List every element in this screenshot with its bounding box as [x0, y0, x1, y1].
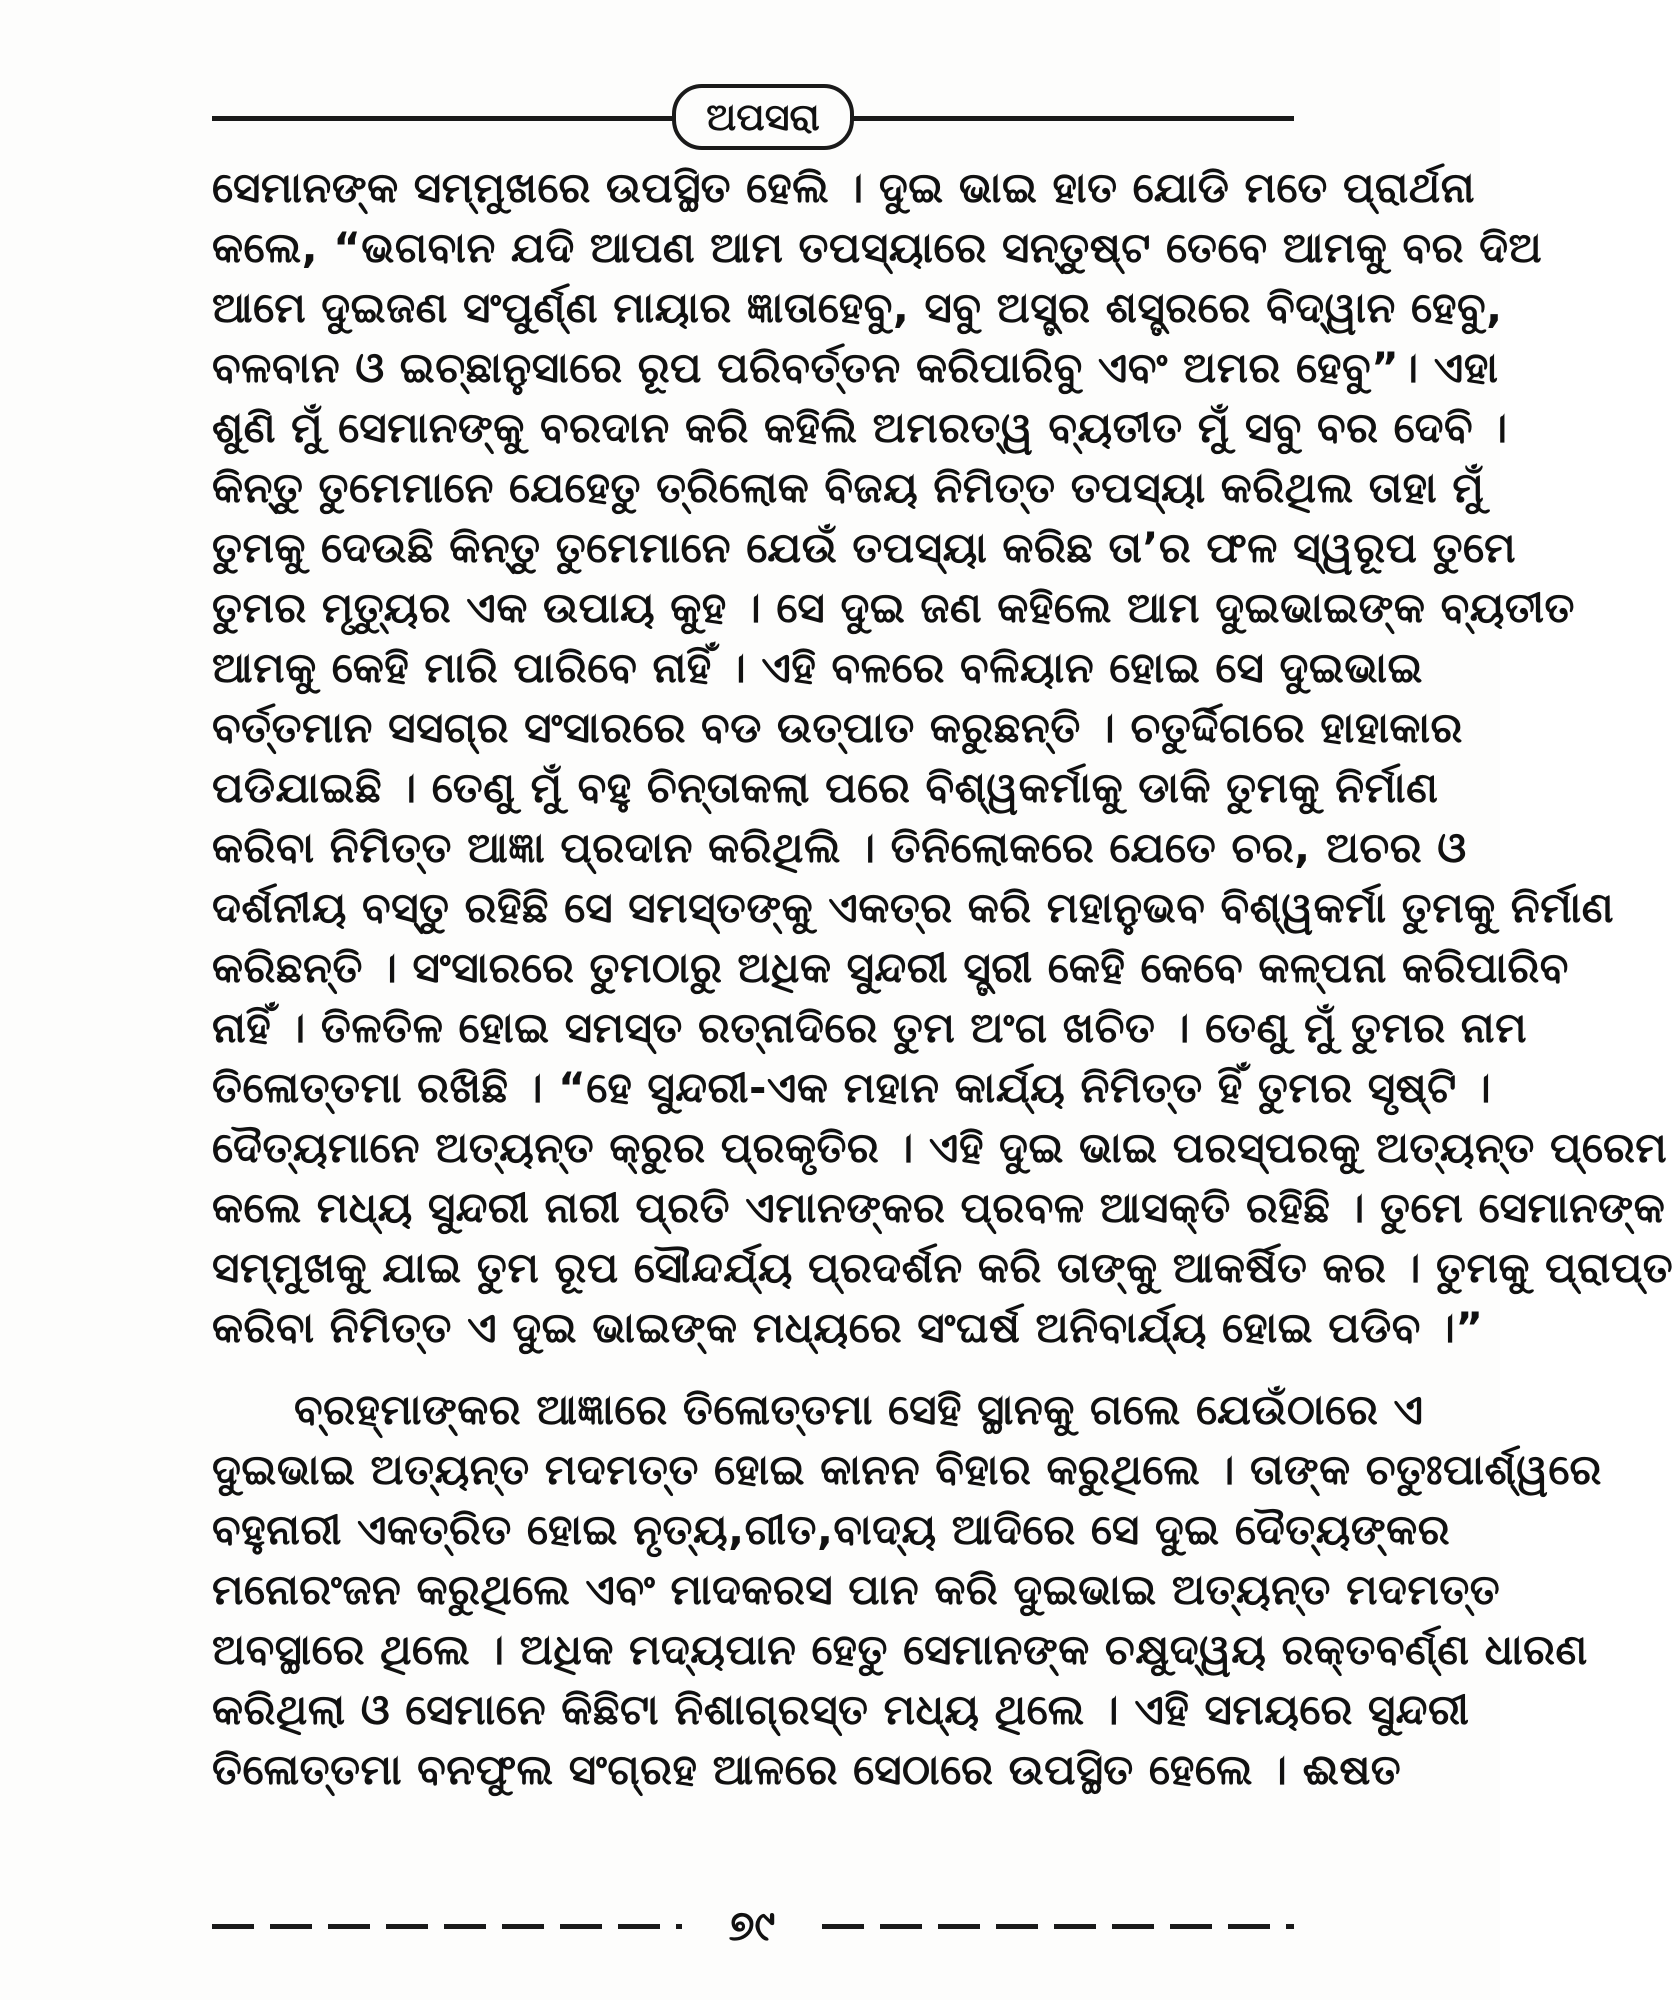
paragraph-2 [212, 1380, 1602, 1800]
text-line: ସମ୍ମୁଖକୁ ଯାଇ ତୁମ ରୂପ ସୌନ୍ଦର୍ଯ୍ୟ ପ୍ରଦର୍ଶନ କରି ତାଙ୍କୁ ଆକର୍ଷିତ କର । ତୁମକୁ ପ୍ରାପ୍ତ [212, 1243, 1673, 1292]
running-header [212, 72, 1294, 142]
text-line: ଆମେ ଦୁଇଜଣ ସଂପୁର୍ଣ୍ଣ ମାୟାର ଜ୍ଞାତାହେବୁ, ସବୁ ଅସ୍ତ୍ର ଶସ୍ତ୍ରରେ ବିଦ୍ୱାନ ହେବୁ, [212, 283, 1503, 332]
text-line: ପଡିଯାଇଛି । ତେଣୁ ମୁଁ ବହୁ ଚିନ୍ତାକଲା ପରେ ବିଶ୍ୱକର୍ମାକୁ ଡାକି ତୁମକୁ ନିର୍ମାଣ [212, 763, 1439, 812]
text-line: ନାହିଁ । ତିଳତିଳ ହୋଇ ସମସ୍ତ ରତ୍ନାଦିରେ ତୁମ ଅଂଗ ଖଚିତ । ତେଣୁ ମୁଁ ତୁମର ନାମ [212, 1003, 1527, 1052]
text-line: ବର୍ତ୍ତମାନ ସସଗ୍ର ସଂସାରରେ ବଡ ଉତ୍ପାତ କରୁଛନ୍ତି । ଚତୁର୍ଦ୍ଦିଗରେ ହାହାକାର [212, 703, 1463, 752]
text-line: କରିବା ନିମିତ୍ତ ଏ ଦୁଇ ଭାଇଙ୍କ ମଧ୍ୟରେ ସଂଘର୍ଷ ଅନିବାର୍ଯ୍ୟ ହୋଇ ପଡିବ ।” [212, 1303, 1484, 1352]
text-line: ଦୈତ୍ୟମାନେ ଅତ୍ୟନ୍ତ କ୍ରୁର ପ୍ରକୃତିର । ଏହି ଦୁଇ ଭାଇ ପରସ୍ପରକୁ ଅତ୍ୟନ୍ତ ପ୍ରେମ [212, 1123, 1668, 1172]
text-line: କରିଥିଲା ଓ ସେମାନେ କିଛିଟା ନିଶାଗ୍ରସ୍ତ ମଧ୍ୟ ଥିଲେ । ଏହି ସମୟରେ ସୁନ୍ଦରୀ [212, 1685, 1470, 1734]
page-number: ୭୯ [728, 1901, 776, 1950]
text-line: କରିବା ନିମିତ୍ତ ଆଜ୍ଞା ପ୍ରଦାନ କରିଥିଲି । ତିନିଲୋକରେ ଯେତେ ଚର, ଅଚର ଓ [212, 823, 1467, 872]
text-line: ତିଳୋତ୍ତମା ବନଫୁଲ ସଂଗ୍ରହ ଆଳରେ ସେଠାରେ ଉପସ୍ଥିତ ହେଲେ । ଈଷତ [212, 1745, 1402, 1794]
text-line: କିନ୍ତୁ ତୁମେମାନେ ଯେହେତୁ ତ୍ରିଲୋକ ବିଜୟ ନିମିତ୍ତ ତପସ୍ୟା କରିଥିଲ ତାହା ମୁଁ [212, 463, 1485, 512]
text-line: ଶୁଣି ମୁଁ ସେମାନଙ୍କୁ ବରଦାନ କରି କହିଲି ଅମରତ୍ୱ ବ୍ୟତୀତ ମୁଁ ସବୁ ବର ଦେବି । [212, 403, 1508, 452]
text-line: ବହୁନାରୀ ଏକତ୍ରିତ ହୋଇ ନୃତ୍ୟ,ଗୀତ,ବାଦ୍ୟ ଆଦିରେ ସେ ଦୁଇ ଦୈତ୍ୟଙ୍କର [212, 1505, 1451, 1554]
text-line: ସେମାନଙ୍କ ସମ୍ମୁଖରେ ଉପସ୍ଥିତ ହେଲି । ଦୁଇ ଭାଇ ହାତ ଯୋଡି ମତେ ପ୍ରାର୍ଥନା [212, 163, 1475, 212]
text-line: ତୁମକୁ ଦେଉଛି କିନ୍ତୁ ତୁମେମାନେ ଯେଉଁ ତପସ୍ୟା କରିଛ ତା’ର ଫଳ ସ୍ୱରୂପ ତୁମେ [212, 523, 1516, 572]
text-line: ଆମକୁ କେହି ମାରି ପାରିବେ ନାହିଁ । ଏହି ବଳରେ ବଳିୟାନ ହୋଇ ସେ ଦୁଇଭାଇ [212, 643, 1423, 692]
text-line: ମନୋରଂଜନ କରୁଥିଲେ ଏବଂ ମାଦକରସ ପାନ କରି ଦୁଇଭାଇ ଅତ୍ୟନ୍ତ ମଦମତ୍ତ [212, 1565, 1501, 1614]
text-line: ତିଳୋତ୍ତମା ରଖିଛି । “ହେ ସୁନ୍ଦରୀ-ଏକ ମହାନ କାର୍ଯ୍ୟ ନିମିତ୍ତ ହିଁ ତୁମର ସୃଷ୍ଟି । [212, 1063, 1492, 1112]
paragraph-spacer [212, 1358, 1294, 1380]
text-line: ବଳବାନ ଓ ଇଚ୍ଛାନୁସାରେ ରୂପ ପରିବର୍ତ୍ତନ କରିପାରିବୁ ଏବଂ ଅମର ହେବୁ”। ଏହା [212, 343, 1499, 392]
page-footer [212, 1896, 1294, 1956]
text-line: କଲେ ମଧ୍ୟ ସୁନ୍ଦରୀ ନାରୀ ପ୍ରତି ଏମାନଙ୍କର ପ୍ରବଳ ଆସକ୍ତି ରହିଛି । ତୁମେ ସେମାନଙ୍କ [212, 1183, 1666, 1232]
text-line: ଦୁଇଭାଇ ଅତ୍ୟନ୍ତ ମଦମତ୍ତ ହୋଇ କାନନ ବିହାର କରୁଥିଲେ । ତାଙ୍କ ଚତୁଃପାର୍ଶ୍ୱରେ [212, 1445, 1602, 1494]
body-text [212, 158, 1673, 1800]
footer-dashed-rule-right [822, 1924, 1294, 1929]
text-line: କରିଛନ୍ତି । ସଂସାରରେ ତୁମଠାରୁ ଅଧିକ ସୁନ୍ଦରୀ ସ୍ତ୍ରୀ କେହି କେବେ କଳ୍ପନା କରିପାରିବ [212, 943, 1569, 992]
text-line: କଲେ, “ଭଗବାନ ଯଦି ଆପଣ ଆମ ତପସ୍ୟାରେ ସନ୍ତୁଷ୍ଟ ତେବେ ଆମକୁ ବର ଦିଅ [212, 223, 1543, 272]
text-line: ଦର୍ଶନୀୟ ବସ୍ତୁ ରହିଛି ସେ ସମସ୍ତଙ୍କୁ ଏକତ୍ର କରି ମହାନୁଭବ ବିଶ୍ୱକର୍ମା ତୁମକୁ ନିର୍ମାଣ [212, 883, 1614, 932]
text-line: ବ୍ରହ୍ମାଙ୍କର ଆଜ୍ଞାରେ ତିଳୋତ୍ତମା ସେହି ସ୍ଥାନକୁ ଗଲେ ଯେଉଁଠାରେ ଏ [294, 1385, 1424, 1434]
paragraph-1 [212, 158, 1673, 1358]
footer-dashed-rule-left [212, 1924, 682, 1929]
header-title: ଅପସରା [672, 84, 854, 150]
text-line: ଅବସ୍ଥାରେ ଥିଲେ । ଅଧିକ ମଦ୍ୟପାନ ହେତୁ ସେମାନଙ୍କ ଚକ୍ଷୁଦ୍ୱୟ ରକ୍ତବର୍ଣ୍ଣ ଧାରଣ [212, 1625, 1588, 1674]
text-line: ତୁମର ମୃତ୍ୟୁର ଏକ ଉପାୟ କୁହ । ସେ ଦୁଇ ଜଣ କହିଲେ ଆମ ଦୁଇଭାଇଙ୍କ ବ୍ୟତୀତ [212, 583, 1575, 632]
